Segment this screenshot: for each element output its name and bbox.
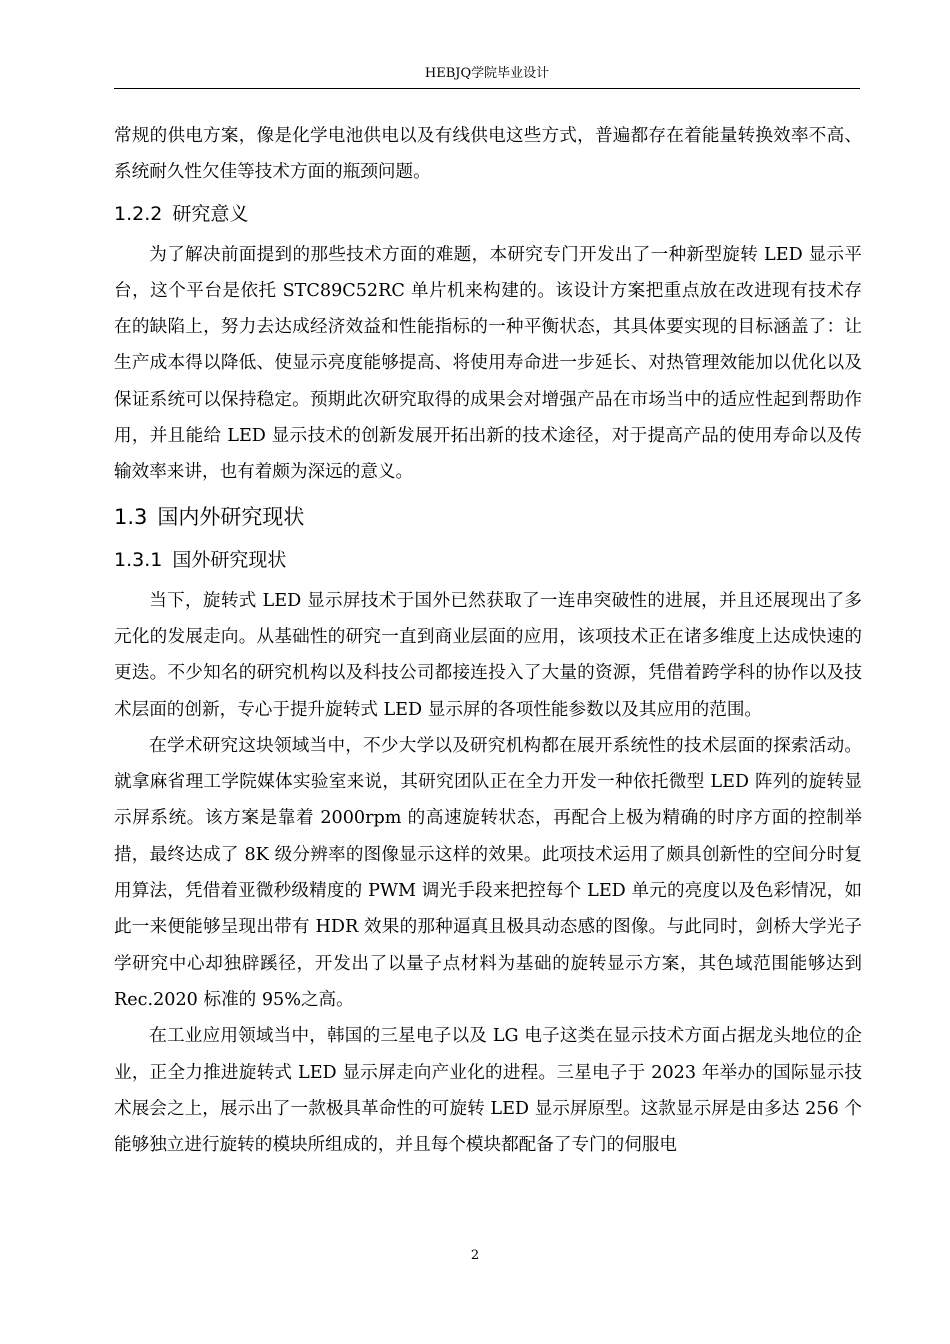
heading-title: 国内外研究现状 <box>157 504 305 529</box>
paragraph-foreign-overview: 当下，旋转式 LED 显示屏技术于国外已然获取了一连串突破性的进展，并且还展现出了多元化的发展走向。从基础性的研究一直到商业层面的应用，该项技术正在诸多维度上达成快速的更迭。不少知名的研究机构以及科技公司都接连投入了大量的资源，凭借着跨学科的协作以及技术层面的创新，专心于提升旋转式 LED 显示屏的各项性能参数以及其应用的范围。 <box>114 590 862 720</box>
heading-1-3-1 <box>114 543 862 577</box>
heading-title: 国外研究现状 <box>172 548 287 571</box>
document-body <box>114 118 862 1163</box>
heading-1-2-2 <box>114 197 862 231</box>
heading-number: 1.2.2 <box>114 202 163 225</box>
header-rule <box>114 88 860 89</box>
heading-number: 1.3.1 <box>114 548 163 571</box>
heading-title: 研究意义 <box>172 202 249 225</box>
paragraph-academic-research: 在学术研究这块领域当中，不少大学以及研究机构都在展开系统性的技术层面的探索活动。就拿麻省理工学院媒体实验室来说，其研究团队正在全力开发一种依托微型 LED 阵列的旋转显示屏系统。该方案是靠着 2000rpm 的高速旋转状态，再配合上极为精确的时序方面的控制举措，最终达成了 8K 级分辨率的图像显示这样的效果。此项技术运用了颇具创新性的空间分时复用算法，凭借着亚微秒级精度的 PWM 调光手段来把控每个 LED 单元的亮度以及色彩情况，如此一来便能够呈现出带有 HDR 效果的那种逼真且极具动态感的图像。与此同时，剑桥大学光子学研究中心却独辟蹊径，开发出了以量子点材料为基础的旋转显示方案，其色域范围能够达到 Rec.2020 标准的 95%之高。 <box>114 735 862 1010</box>
paragraph-research-significance: 为了解决前面提到的那些技术方面的难题，本研究专门开发出了一种新型旋转 LED 显示平台，这个平台是依托 STC89C52RC 单片机来构建的。该设计方案把重点放在改进现有技术存在的缺陷上，努力去达成经济效益和性能指标的一种平衡状态，其具体要实现的目标涵盖了：让生产成本得以降低、使显示亮度能够提高、将使用寿命进一步延长、对热管理效能加以优化以及保证系统可以保持稳定。预期此次研究取得的成果会对增强产品在市场当中的适应性起到帮助作用，并且能给 LED 显示技术的创新发展开拓出新的技术途径，对于提高产品的使用寿命以及传输效率来讲，也有着颇为深远的意义。 <box>114 244 862 483</box>
page-header: HEBJQ学院毕业设计 <box>424 66 550 81</box>
paragraph-industrial-application: 在工业应用领域当中，韩国的三星电子以及 LG 电子这类在显示技术方面占据龙头地位的企业，正全力推进旋转式 LED 显示屏走向产业化的进程。三星电子于 2023 年举办的国际显示技术展会之上，展示出了一款极具革命性的可旋转 LED 显示屏原型。这款显示屏是由多达 256 个能够独立进行旋转的模块所组成的，并且每个模块都配备了专门的伺服电 <box>114 1026 862 1156</box>
paragraph-continuation: 常规的供电方案，像是化学电池供电以及有线供电这些方式，普遍都存在着能量转换效率不高、系统耐久性欠佳等技术方面的瓶颈问题。 <box>114 126 862 183</box>
heading-number: 1.3 <box>114 504 148 529</box>
heading-1-3 <box>114 497 862 537</box>
page-number: 2 <box>470 1248 480 1263</box>
